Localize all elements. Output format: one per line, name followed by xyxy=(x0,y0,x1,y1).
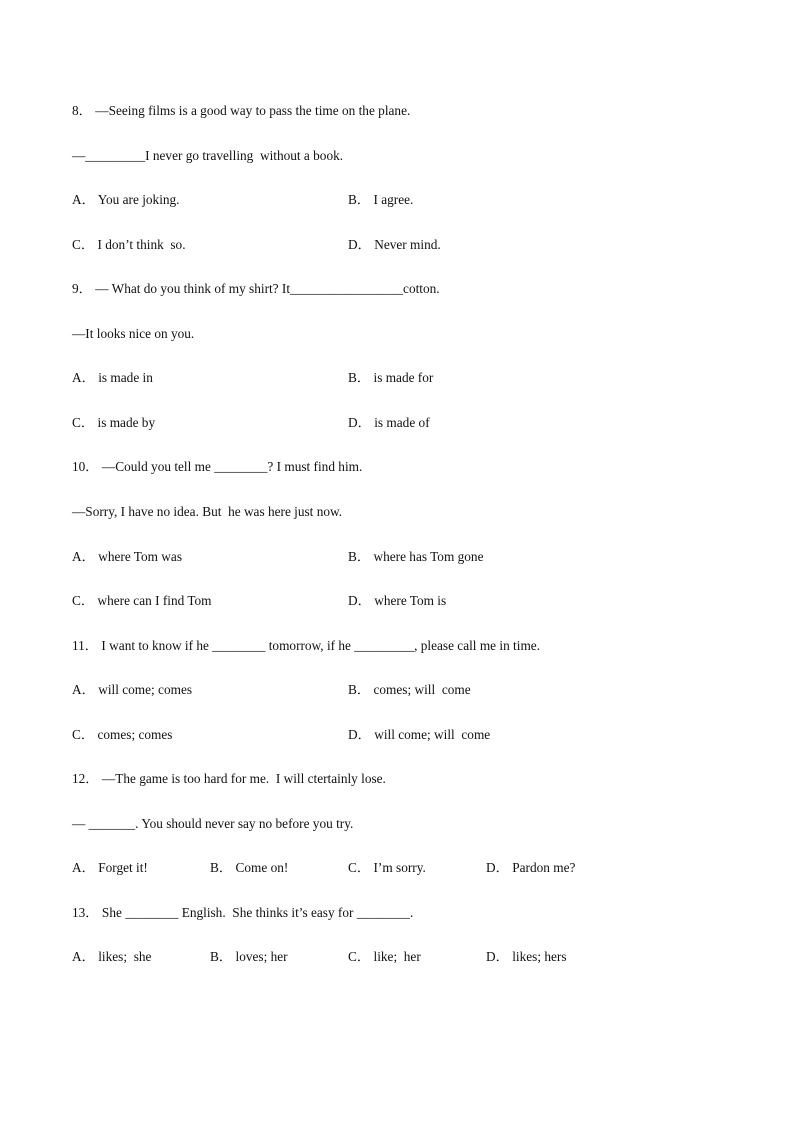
option-text: comes; comes xyxy=(97,727,173,742)
option-letter: D． xyxy=(348,237,371,252)
option-letter: A． xyxy=(72,860,95,875)
question-number: 8． xyxy=(72,103,92,118)
option-letter: B． xyxy=(348,192,371,207)
question-text: —The game is too hard for me. I will ctertainly lose. xyxy=(101,771,386,786)
option-c xyxy=(72,237,186,253)
question-10-reply: —Sorry, I have no idea. But he was here just now. xyxy=(72,504,343,519)
option-text: You are joking. xyxy=(97,192,180,207)
option-letter: D． xyxy=(486,860,509,875)
option-text: will come; comes xyxy=(98,682,193,697)
option-letter: C． xyxy=(348,860,371,875)
option-text: I’m sorry. xyxy=(373,860,426,875)
option-letter: B． xyxy=(210,949,233,964)
option-letter: B． xyxy=(348,549,371,564)
question-9-stem xyxy=(72,281,440,297)
option-letter: C． xyxy=(348,949,371,964)
option-a xyxy=(72,370,153,386)
option-text: I agree. xyxy=(373,192,414,207)
option-text: Pardon me? xyxy=(512,860,576,875)
option-text: is made in xyxy=(98,370,153,385)
option-letter: C． xyxy=(72,237,95,252)
option-c xyxy=(72,415,155,431)
question-10-stem xyxy=(72,459,362,475)
option-text: like; her xyxy=(373,949,421,964)
question-8-reply: —_________I never go travelling without a book. xyxy=(72,148,344,163)
option-d xyxy=(348,415,430,431)
question-text: — What do you think of my shirt? It_________________cotton. xyxy=(95,281,440,296)
option-letter: A． xyxy=(72,949,95,964)
option-b xyxy=(210,860,288,876)
option-text: is made by xyxy=(97,415,156,430)
option-a xyxy=(72,192,180,208)
option-b xyxy=(348,682,471,698)
option-text: where has Tom gone xyxy=(373,549,484,564)
option-d xyxy=(348,593,446,609)
question-text: —Could you tell me ________? I must find him. xyxy=(101,459,363,474)
question-8-stem xyxy=(72,103,410,119)
option-text: comes; will come xyxy=(373,682,471,697)
option-a xyxy=(72,860,148,876)
option-d xyxy=(486,949,567,965)
question-9-reply: —It looks nice on you. xyxy=(72,326,195,341)
option-text: Never mind. xyxy=(374,237,441,252)
option-letter: C． xyxy=(72,593,95,608)
option-letter: C． xyxy=(72,727,95,742)
option-c xyxy=(348,949,421,965)
question-text: I want to know if he ________ tomorrow, if he _________, please call me in time. xyxy=(98,638,541,653)
option-text: likes; she xyxy=(98,949,152,964)
option-b xyxy=(210,949,288,965)
option-letter: A． xyxy=(72,370,95,385)
option-text: likes; hers xyxy=(512,949,567,964)
option-text: Come on! xyxy=(235,860,289,875)
question-number: 12． xyxy=(72,771,99,786)
question-number: 13． xyxy=(72,905,99,920)
option-c xyxy=(72,727,172,743)
option-d xyxy=(348,237,441,253)
option-a xyxy=(72,549,182,565)
option-b xyxy=(348,370,433,386)
option-letter: C． xyxy=(72,415,95,430)
option-text: Forget it! xyxy=(98,860,148,875)
option-d xyxy=(486,860,575,876)
option-letter: A． xyxy=(72,549,95,564)
question-number: 11． xyxy=(72,638,99,653)
option-text: is made for xyxy=(373,370,434,385)
question-13-stem xyxy=(72,905,413,921)
question-11-stem xyxy=(72,638,540,654)
option-c xyxy=(72,593,212,609)
option-letter: B． xyxy=(348,682,371,697)
option-text: where Tom is xyxy=(374,593,447,608)
question-text: —Seeing films is a good way to pass the time on the plane. xyxy=(95,103,411,118)
question-number: 9． xyxy=(72,281,92,296)
question-12-stem xyxy=(72,771,386,787)
option-text: where Tom was xyxy=(98,549,182,564)
option-d xyxy=(348,727,490,743)
option-text: I don’t think so. xyxy=(97,237,186,252)
option-text: is made of xyxy=(374,415,430,430)
option-letter: A． xyxy=(72,682,95,697)
question-text: She ________ English. She thinks it’s easy for ________. xyxy=(98,905,414,920)
option-b xyxy=(348,192,413,208)
option-c xyxy=(348,860,426,876)
option-letter: D． xyxy=(348,593,371,608)
option-letter: D． xyxy=(486,949,509,964)
option-text: loves; her xyxy=(235,949,288,964)
option-letter: D． xyxy=(348,415,371,430)
question-12-reply: — _______. You should never say no before you try. xyxy=(72,816,354,831)
option-letter: B． xyxy=(210,860,233,875)
option-text: will come; will come xyxy=(374,727,491,742)
question-number: 10． xyxy=(72,459,99,474)
option-text: where can I find Tom xyxy=(97,593,212,608)
option-letter: A． xyxy=(72,192,95,207)
option-a xyxy=(72,682,192,698)
option-b xyxy=(348,549,483,565)
option-a xyxy=(72,949,151,965)
option-letter: D． xyxy=(348,727,371,742)
option-letter: B． xyxy=(348,370,371,385)
